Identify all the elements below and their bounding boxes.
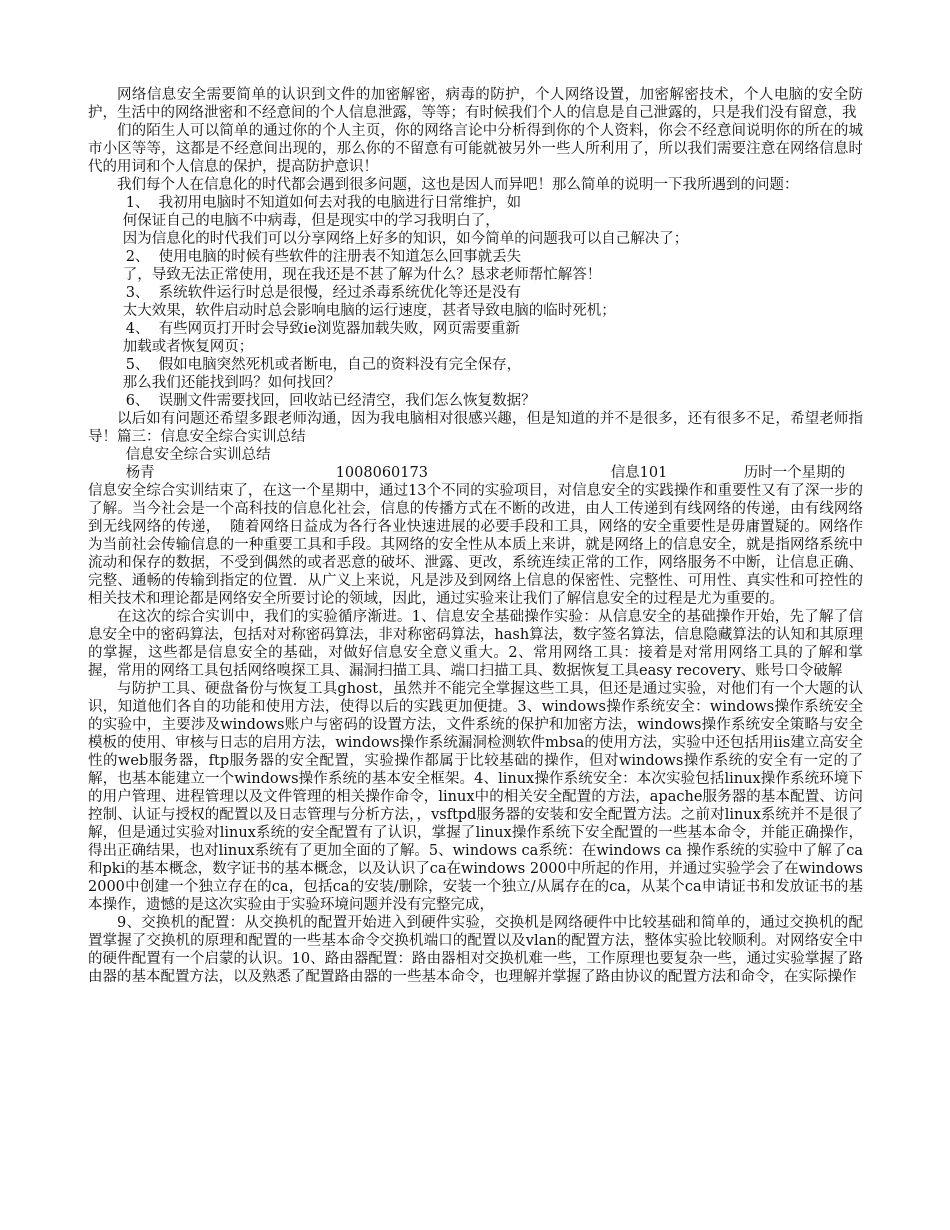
list-item-2: 2、 使用电脑的时候有些软件的注册表不知道怎么回事就丢失 — [125, 249, 522, 265]
paragraph-6: 在这次的综合实训中，我们的实验循序渐进。1、信息安全基础操作实验：从信息安全的基础操作开始，先了解了信息安全中的密码算法，包括对对称密码算法，非对称密码算法，hash算法，数字签名算法，信息隐藏算法的认知和其原理的掌握，这些都是信息安全的基础，对做好信息安全意义重大。2、常用网络工具：接着是对常用网络工具的了解和掌握，常用的网络工具包括网络嗅探工具、漏洞扫描工具、端口扫描工具、数据恢复工具easy recovery、账号口令破解 — [88, 609, 863, 679]
list-item-3: 3、 系统软件运行时总是很慢，经过杀毒系统优化等还是没有 — [125, 285, 522, 301]
list-item-3-cont: 太大效果，软件启动时总会影响电脑的运行速度，甚者导致电脑的临时死机； — [122, 303, 616, 319]
list-item-4-cont: 加载或者恢复网页； — [122, 339, 254, 355]
paragraph-5: 信息安全综合实训结束了，在这一个星期中，通过13个不同的实验项目，对信息安全的实践操作和重要性又有了深一步的了解。当今社会是一个高科技的信息化社会，信息的传播方式在不断的改进，由人工传递到有线网络的传递，由有线网络到无线网络的传递， 随着网络日益成为各行各业快速进展的必要手段和工具，网络的安全重要性是毋庸置疑的。网络作为当前社会传输信息的一种重要工具和手段。其网络的安全性从本质上来讲，就是网络上的信息安全，就是指网络系统中流动和保存的数据，不受到偶然的或者恶意的破坏、泄露、更改，系统连续正常的工作，网络服务不中断，让信息正确、完整、通畅的传输到指定的位置．从广义上来说，凡是涉及到网络上信息的保密性、完整性、可用性、真实性和可控性的相关技术和理论都是网络安全所要讨论的领域，因此，通过实验来让我们了解信息安全的过程是尤为重要的。 — [88, 483, 863, 607]
list-item-6: 6、 误删文件需要找回，回收站已经清空，我们怎么恢复数据？ — [125, 393, 536, 409]
paragraph-3: 我们每个人在信息化的时代都会遇到很多问题，这也是因人而异吧！那么简单的说明一下我所遇到的问题： — [117, 177, 799, 193]
paragraph-4: 以后如有问题还希望多跟老师沟通，因为我电脑相对很感兴趣，但是知道的并不是很多，还有很多不足，希望老师指导！篇三：信息安全综合实训总结 — [88, 411, 863, 445]
list-item-1-cont: 何保证自己的电脑不中病毒，但是现实中的学习我明白了， — [122, 213, 500, 229]
paragraph-5-lead: 历时一个星期的 — [743, 465, 846, 481]
author-row — [88, 464, 863, 482]
list-item-4: 4、 有些网页打开时会导致ie浏览器加载失败，网页需要重新 — [125, 321, 520, 337]
author-name: 杨青 — [125, 465, 155, 481]
list-item-1: 1、 我初用电脑时不知道如何去对我的电脑进行日常维护，如 — [125, 195, 522, 211]
paragraph-7: 与防护工具、硬盘备份与恢复工具ghost，虽然并不能完全掌握这些工具，但还是通过实验，对他们有一个大题的认识，知道他们各自的功能和使用方法，使得以后的实践更加便捷。3、windows操作系统安全：windows操作系统安全的实验中，主要涉及windows账户与密码的设置方法，文件系统的保护和加密方法，windows操作系统安全策略与安全模板的使用、审核与日志的启用方法，windows操作系统漏洞检测软件mbsa的使用方法，实验中还包括用iis建立高安全性的web服务器，ftp服务器的安全配置，实验操作都属于比较基础的操作，但对windows操作系统的安全有一定的了解，也基本能建立一个windows操作系统的基本安全框架。4、linux操作系统安全：本次实验包括linux操作系统环境下的用户管理、进程管理以及文件管理的相关操作命令，linux中的相关安全配置的方法，apache服务器的基本配置、访问控制、认证与授权的配置以及日志管理与分析方法，，vsftpd服务器的安装和安全配置方法。之前对linux系统并不是很了解，但是通过实验对linux系统的安全配置有了认识，掌握了linux操作系统下安全配置的一些基本命令，并能正确操作，得出正确结果，也对linux系统有了更加全面的了解。5、windows ca系统：在windows ca 操作系统的实验中了解了ca和pki的基本概念，数字证书的基本概念，以及认识了ca在windows 2000中所起的作用，并通过实验学会了在windows 2000中创建一个独立存在的ca，包括ca的安装/删除，安装一个独立/从属存在的ca，从某个ca申请证书和发放证书的基本操作，遗憾的是这次实验由于实验环境问题并没有完整完成， — [88, 681, 868, 913]
list-item-2-cont: 了，导致无法正常使用，现在我还是不甚了解为什么？恳求老师帮忙解答！ — [122, 267, 602, 283]
class-name: 信息101 — [610, 465, 668, 481]
section-title: 信息安全综合实训总结 — [125, 447, 271, 463]
paragraph-8: 9、交换机的配置：从交换机的配置开始进入到硬件实验，交换机是网络硬件中比较基础和简单的，通过交换机的配置掌握了交换机的原理和配置的一些基本命令交换机端口的配置以及vlan的配置方法，整体实验比较顺利。对网络安全中的硬件配置有一个启蒙的认识。10、路由器配置：路由器相对交换机难一些，工作原理也要复杂一些，通过实验掌握了路由器的基本配置方法，以及熟悉了配置路由器的一些基本命令，也理解并掌握了路由协议的配置方法和命令，在实际操作 — [88, 915, 863, 985]
list-item-5-cont: 那么我们还能找到吗？如何找回？ — [122, 375, 341, 391]
list-item-5: 5、 假如电脑突然死机或者断电，自己的资料没有完全保存， — [125, 357, 522, 373]
student-id: 1008060173 — [335, 465, 428, 481]
paragraph-1: 网络信息安全需要简单的认识到文件的加密解密，病毒的防护，个人网络设置，加密解密技术，个人电脑的安全防护，生活中的网络泄密和不经意间的个人信息泄露，等等；有时候我们个人的信息是自己泄露的，只是我们没有留意，我 — [88, 87, 863, 121]
paragraph-2: 们的陌生人可以简单的通过你的个人主页，你的网络言论中分析得到你的个人资料，你会不经意间说明你的所在的城市小区等等，这都是不经意间出现的，那么你的不留意有可能就被另外一些人所利用了，所以我们需要注意在网络信息时代的用词和个人信息的保护，提高防护意识！ — [88, 123, 863, 175]
document-page — [88, 86, 868, 986]
list-item-1-cont-2: 因为信息化的时代我们可以分享网络上好多的知识，如今简单的问题我可以自己解决了； — [122, 231, 689, 247]
